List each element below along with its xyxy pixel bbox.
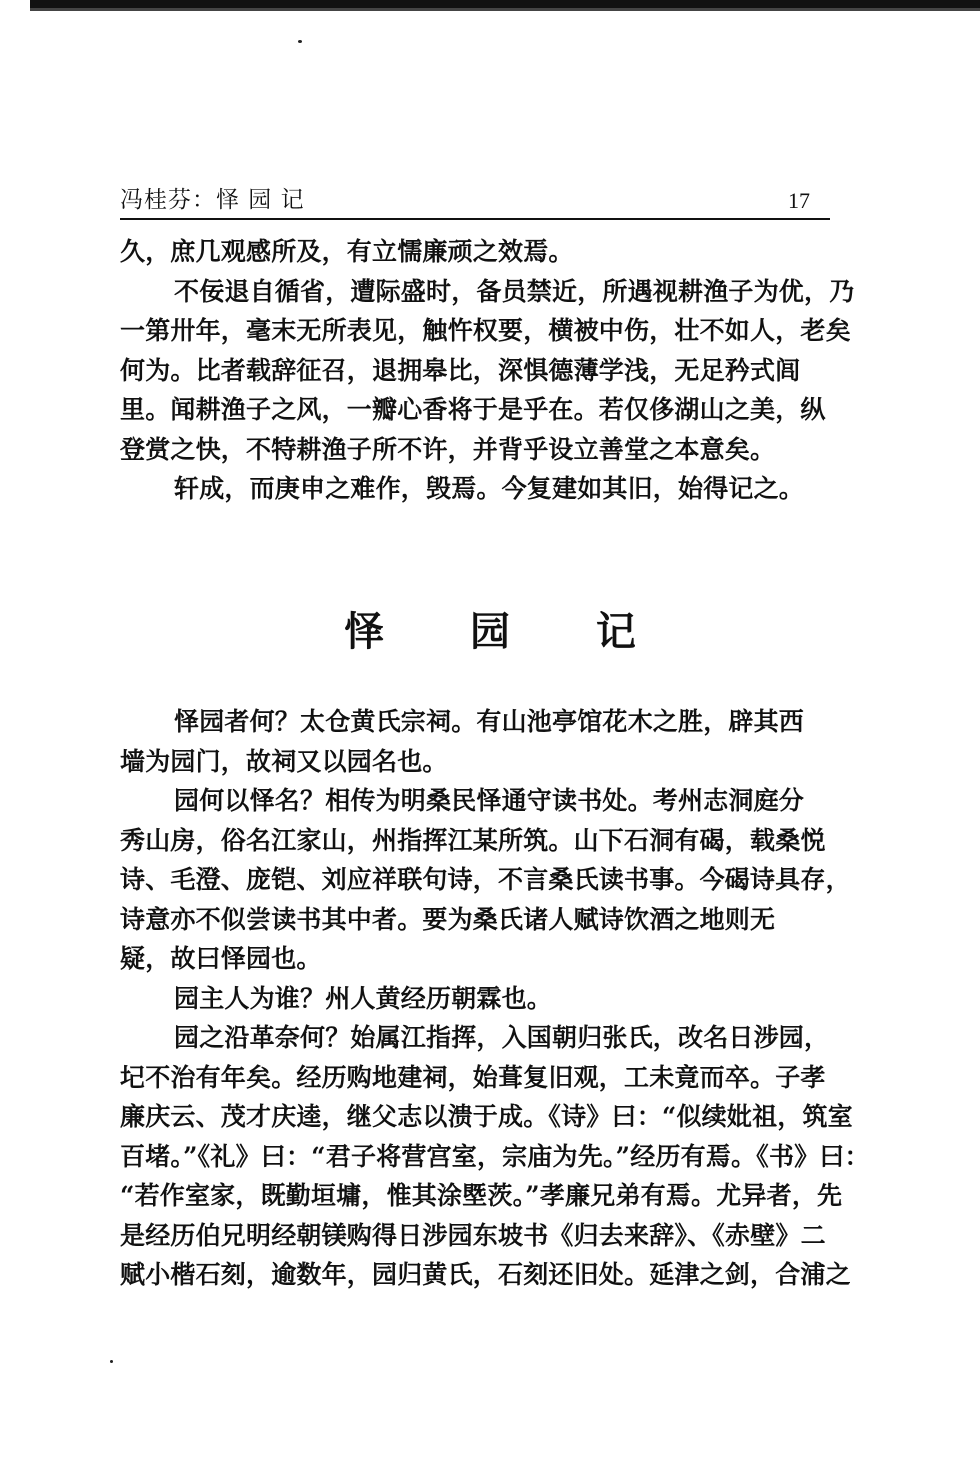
text-line: 轩成，而庚申之难作，毁焉。今复建如其旧，始得记之。 — [174, 474, 805, 503]
text-line: 廉庆云、茂才庆逵，继父志以溃于成。《诗》曰：“似续妣祖，筑室 — [120, 1102, 853, 1131]
text-line: 里。闻耕渔子之风，一瓣心香将于是乎在。若仅侈湖山之美，纵 — [120, 395, 826, 424]
text-line: 一第卅年，毫末无所表见，触忤权要，横被中伤，壮不如人，老矣 — [120, 316, 851, 345]
text-line: 疑，故曰怿园也。 — [120, 944, 322, 973]
essay-body — [120, 702, 870, 1295]
previous-essay-ending — [120, 232, 855, 509]
top-border-rule — [30, 0, 980, 8]
text-line: 墙为园门，故祠又以园名也。 — [120, 746, 448, 776]
page-number: 17 — [788, 188, 810, 213]
section-title: 怿 园 记 — [344, 608, 672, 655]
text-line: “若作室家，既勤垣墉，惟其涂塈茨。”孝廉兄弟有焉。尤异者，先 — [120, 1181, 843, 1210]
text-line: 诗、毛澄、庞铠、刘应祥联句诗，不言桑氏读书事。今碣诗具存， — [120, 865, 851, 894]
text-line: 秀山房，俗名江家山，州指挥江某所筑。山下石洞有碣，载桑悦 — [120, 825, 826, 855]
text-line: 登赏之快，不特耕渔子所不许，并背乎设立善堂之本意矣。 — [120, 434, 776, 464]
running-title: 冯桂芬：怿 园 记 — [120, 187, 305, 213]
text-line: 不佞退自循省，遭际盛时，备员禁近，所遇视耕渔子为优，乃 — [174, 276, 855, 306]
text-line: 园主人为谁？州人黄经历朝霖也。 — [174, 983, 553, 1013]
text-line: 怿园者何？太仓黄氏宗祠。有山池亭馆花木之胜，辟其西 — [174, 707, 805, 736]
text-line: 园何以怿名？相传为明桑民怿通守读书处。考州志洞庭分 — [174, 786, 805, 815]
text-line: 百堵。”《礼》曰：“君子将营宫室，宗庙为先。”经历有焉。《书》曰： — [120, 1141, 870, 1171]
text-line: 何为。比者载辞征召，退拥皋比，深惧德薄学浅，无足矜式闾 — [120, 355, 801, 385]
top-border-shadow — [30, 8, 980, 11]
text-line: 久，庶几观感所及，有立懦廉顽之效焉。 — [120, 237, 574, 266]
text-line: 圮不治有年矣。经历购地建祠，始葺复旧观，工未竟而卒。子孝 — [120, 1062, 826, 1092]
scan-speck — [298, 40, 302, 43]
text-line: 园之沿革奈何？始属江指挥，入国朝归张氏，改名日涉园， — [174, 1023, 830, 1052]
text-line: 赋小楷石刻，逾数年，园归黄氏，石刻还旧处。延津之剑，合浦之 — [120, 1260, 851, 1289]
running-head — [120, 186, 830, 220]
scan-speck — [110, 1360, 113, 1363]
text-line: 是经历伯兄明经朝镁购得日涉园东坡书《归去来辞》、《赤壁》二 — [120, 1220, 826, 1250]
text-line: 诗意亦不似尝读书其中者。要为桑氏诸人赋诗饮酒之地则无 — [120, 904, 776, 934]
